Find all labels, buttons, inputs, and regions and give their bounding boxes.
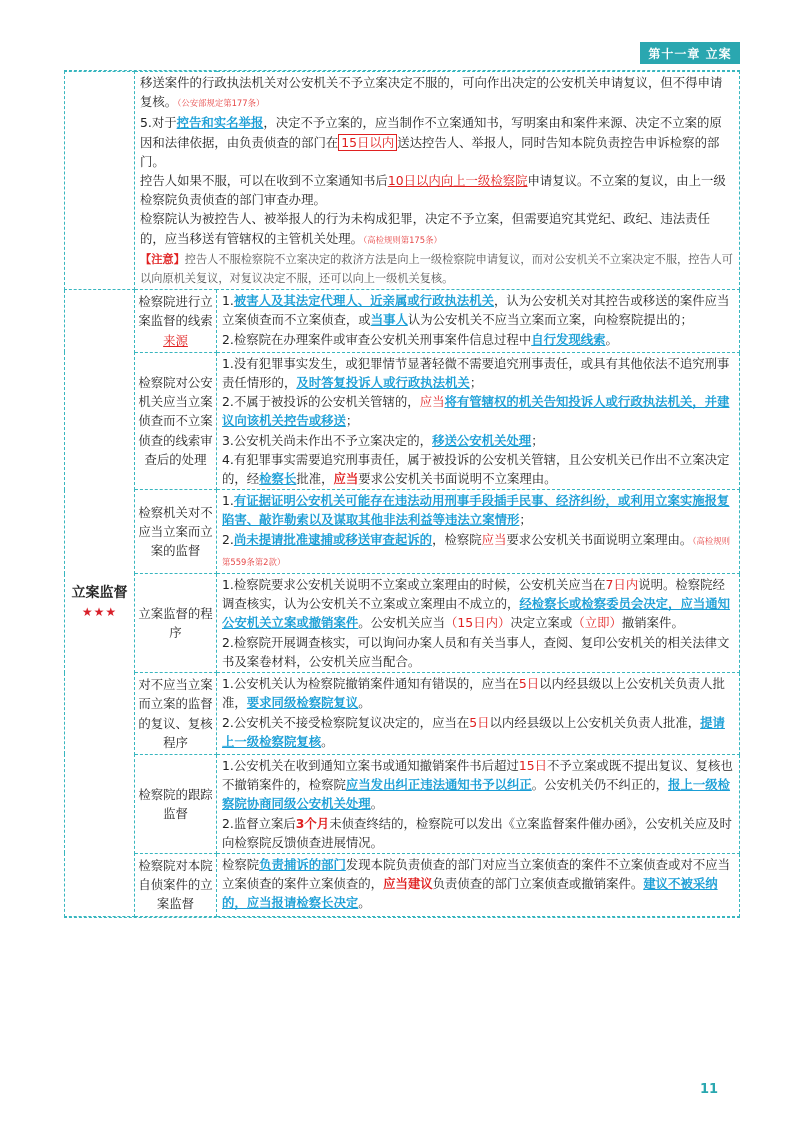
text: 送达控告人、举报人，同时告知本院负责控告申诉检察的部门。 bbox=[140, 134, 720, 169]
item bbox=[222, 713, 734, 751]
item bbox=[222, 291, 734, 329]
item bbox=[222, 450, 734, 488]
item bbox=[222, 491, 734, 529]
text: 4.有犯罪事实需要追究刑事责任，属于被投诉的公安机关管辖，且公安机关已作出不立案决定的，经 bbox=[222, 451, 730, 487]
paragraph-transfer bbox=[140, 209, 734, 249]
text: 以内经县级以上公安机关负责人批准， bbox=[222, 676, 725, 711]
red-text: 应当 bbox=[419, 394, 445, 410]
row-label: 检察院对公安机关应当立案侦查而不立案侦查的线索审查后的处理 bbox=[135, 352, 217, 489]
text: 。 bbox=[370, 796, 384, 812]
section-title: 立案监督 bbox=[71, 584, 128, 601]
red-text: 应当 bbox=[481, 531, 507, 547]
citation: （公安部规定第177条） bbox=[177, 98, 265, 109]
red-text: 应当建议 bbox=[383, 876, 433, 892]
chapter-badge: 第十一章 立案 bbox=[640, 42, 740, 64]
text: ，认为公安机关对其控告或移送的案件应当立案侦查而不立案侦查，或 bbox=[222, 293, 730, 328]
label-highlight: 来源 bbox=[163, 332, 188, 348]
table-row bbox=[65, 290, 740, 353]
highlight: 被害人及其法定代理人、近亲属或行政执法机关 bbox=[233, 293, 495, 309]
row-content bbox=[217, 574, 740, 673]
highlight: 应当发出纠正违法通知书予以纠正 bbox=[345, 777, 532, 793]
highlight: 将有管辖权的机关告知投诉人或行政执法机关，并建议向该机关控告或移送 bbox=[222, 394, 730, 429]
highlight: 负责捕诉的部门 bbox=[259, 856, 346, 872]
text: ； bbox=[345, 413, 359, 429]
highlight: 自行发现线索 bbox=[531, 331, 606, 347]
row-label: 检察院的跟踪监督 bbox=[135, 754, 217, 853]
text: 撤销案件。 bbox=[621, 615, 684, 631]
row-label bbox=[135, 290, 217, 353]
red-text: 3个月 bbox=[295, 815, 330, 831]
empty-left-cell bbox=[65, 72, 135, 290]
text: ，检察院 bbox=[432, 531, 482, 547]
item bbox=[222, 530, 734, 572]
text: 检察院 bbox=[222, 856, 260, 872]
text: ； bbox=[531, 432, 544, 448]
citation: （高检规则第175条） bbox=[363, 234, 442, 245]
text: 申请复议。不立案的复议，由上一级检察院负责侦查的部门审查办理。 bbox=[140, 173, 726, 208]
text: 决定立案或 bbox=[510, 615, 573, 631]
text: 。公安机关应当 bbox=[358, 615, 446, 631]
highlight: 建议不被采纳的，应当报请检察长决定 bbox=[222, 876, 718, 911]
row-label: 检察院对本院自侦案件的立案监督 bbox=[135, 853, 217, 916]
text: 以内经县级以上公安机关负责人批准， bbox=[489, 714, 701, 730]
text: 。 bbox=[605, 331, 618, 347]
item bbox=[222, 814, 734, 852]
row-content bbox=[217, 352, 740, 489]
row-label: 检察机关对不应当立案而立案的监督 bbox=[135, 490, 217, 574]
table-row bbox=[65, 352, 740, 489]
red-text: 5日 bbox=[518, 676, 540, 692]
text: 2.检察院在办理案件或审查公安机关刑事案件信息过程中 bbox=[222, 331, 532, 347]
row-content bbox=[217, 490, 740, 574]
item bbox=[222, 674, 734, 712]
text: 。 bbox=[358, 895, 371, 911]
row-content bbox=[217, 754, 740, 853]
item bbox=[222, 431, 734, 450]
highlight: 经检察长或检察委员会决定，应当通知公安机关立案或撤销案件 bbox=[222, 596, 731, 631]
text: 负责侦查的部门立案侦查或撤销案件。 bbox=[432, 876, 644, 892]
text: 2.公安机关不接受检察院复议决定的，应当在 bbox=[222, 714, 470, 730]
highlight: 10日以内向上一级检察院 bbox=[387, 173, 528, 189]
red-text: （立即） bbox=[572, 615, 622, 631]
text: 5.对于 bbox=[140, 115, 177, 131]
text: 批准， bbox=[296, 471, 334, 487]
label-text: 检察院进行立案监督的线索 bbox=[138, 294, 213, 329]
table-row-top bbox=[65, 72, 740, 290]
paragraph-reconsider bbox=[140, 171, 734, 209]
boxed-deadline: 15日以内 bbox=[338, 134, 397, 151]
text: 未侦查终结的，检察院可以发出《立案监督案件催办函》，公安机关应及时向检察院反馈侦查进展情况。 bbox=[222, 815, 732, 850]
highlight: 提请上一级检察院复核 bbox=[222, 714, 725, 749]
highlight: 尚未提请批准逮捕或移送审查起诉的 bbox=[233, 531, 433, 547]
text: 3.公安机关尚未作出不予立案决定的， bbox=[222, 432, 433, 448]
table-row bbox=[65, 574, 740, 673]
highlight: 及时答复投诉人或行政执法机关 bbox=[296, 375, 470, 391]
red-text: 15日 bbox=[518, 757, 547, 773]
text: ； bbox=[469, 375, 483, 391]
highlight: 报上一级检察院协商同级公安机关处理 bbox=[222, 777, 731, 812]
table-row bbox=[65, 853, 740, 916]
table-row bbox=[65, 754, 740, 853]
red-text: 7日内 bbox=[605, 577, 639, 593]
highlight: 当事人 bbox=[370, 312, 408, 328]
highlight: 移送公安机关处理 bbox=[432, 432, 532, 448]
importance-stars: ★★★ bbox=[81, 604, 118, 619]
text: 2. bbox=[222, 531, 234, 547]
highlight: 要求同级检察院复议 bbox=[246, 695, 359, 711]
content-table bbox=[64, 71, 740, 917]
text: 2.不属于被投诉的公安机关管辖的， bbox=[222, 394, 420, 410]
text: 说明。检察院经调查核实，认为公安机关不立案或立案理由不成立的， bbox=[222, 577, 725, 612]
highlight: 控告和实名举报 bbox=[176, 115, 264, 131]
text: 控告人如果不服，可以在收到不立案通知书后 bbox=[140, 173, 388, 189]
text: ，决定不予立案的，应当制作不立案通知书，写明案由和案件来源、决定不立案的原因和法律依据，由负责侦查的部门在 bbox=[140, 115, 722, 150]
table-row bbox=[65, 490, 740, 574]
text: 1.没有犯罪事实发生，或犯罪情节显著轻微不需要追究刑事责任，或具有其他依法不追究刑事责任情形的， bbox=[222, 355, 730, 391]
text: 发现本院负责侦查的部门对应当立案侦查的案件不立案侦查或对不应当立案侦查的案件立案侦查的， bbox=[222, 856, 731, 892]
item: 2.检察院开展调查核实，可以询问办案人员和有关当事人，查阅、复印公安机关的相关法律文书及案卷材料，公安机关应当配合。 bbox=[222, 634, 730, 669]
item bbox=[222, 392, 734, 430]
table-row bbox=[65, 673, 740, 755]
text: 1.公安机关在收到通知立案书或通知撤销案件书后超过 bbox=[222, 757, 519, 773]
note-tag: 【注意】 bbox=[140, 252, 185, 266]
item bbox=[222, 354, 734, 392]
page-number: 11 bbox=[700, 1082, 719, 1097]
citation: （高检规则第559条第2款） bbox=[222, 535, 730, 567]
paragraph-complaint bbox=[140, 113, 734, 171]
row-label: 对不应当立案而立案的监督的复议、复核程序 bbox=[135, 673, 217, 755]
red-text: 5日 bbox=[469, 714, 490, 730]
highlight: 检察长 bbox=[259, 471, 297, 487]
note-paragraph bbox=[140, 250, 734, 288]
content-table-frame bbox=[64, 70, 740, 918]
text: 1.公安机关认为检察院撤销案件通知有错误的，应当在 bbox=[222, 676, 519, 692]
top-content-cell bbox=[135, 72, 740, 290]
red-text: （15日内） bbox=[445, 615, 511, 631]
text: 1. bbox=[222, 293, 234, 309]
row-content bbox=[217, 853, 740, 916]
text: 认为公安机关不应当立案而立案，向检察院提出的； bbox=[407, 312, 693, 328]
item bbox=[222, 756, 734, 814]
highlight: 有证据证明公安机关可能存在违法动用刑事手段插手民事、经济纠纷，或利用立案实施报复陷害、敲诈勒索以及谋取其他非法利益等违法立案情形 bbox=[222, 493, 730, 528]
text: 2.监督立案后 bbox=[222, 815, 296, 831]
text: 。 bbox=[358, 695, 371, 711]
text: 要求公安机关书面说明立案理由。 bbox=[506, 531, 693, 547]
text: 。公安机关仍不纠正的， bbox=[531, 777, 669, 793]
row-label: 立案监督的程序 bbox=[135, 574, 217, 673]
text: 要求公安机关书面说明不立案理由。 bbox=[358, 471, 557, 487]
item bbox=[222, 575, 734, 633]
row-content bbox=[217, 673, 740, 755]
text: 1.检察院要求公安机关说明不立案或立案理由的时候，公安机关应当在 bbox=[222, 577, 606, 593]
item bbox=[222, 855, 734, 913]
text: ； bbox=[519, 512, 532, 528]
note-text: 控告人不服检察院不立案决定的救济方法是向上一级检察院申请复议，而对公安机关不立案决定不服，控告人可以向原机关复议，对复议决定不服，还可以向上一级机关复核。 bbox=[140, 252, 733, 286]
text: 不予立案或既不提出复议、复核也不撤销案件的，检察院 bbox=[222, 757, 733, 793]
text: 检察院认为被控告人、被举报人的行为未构成犯罪，决定不予立案，但需要追究其党纪、政纪、违法责任的，应当移送有管辖权的主管机关处理。 bbox=[140, 211, 710, 246]
paragraph-review bbox=[140, 73, 734, 113]
text: 。 bbox=[321, 733, 334, 749]
section-title-cell bbox=[65, 290, 135, 916]
text: 移送案件的行政执法机关对公安机关不予立案决定不服的，可向作出决定的公安机关申请复议，但不得申请复核。 bbox=[140, 75, 723, 110]
red-text: 应当 bbox=[333, 471, 359, 487]
row-content bbox=[217, 290, 740, 353]
text: 1. bbox=[222, 493, 234, 509]
item bbox=[222, 330, 734, 349]
